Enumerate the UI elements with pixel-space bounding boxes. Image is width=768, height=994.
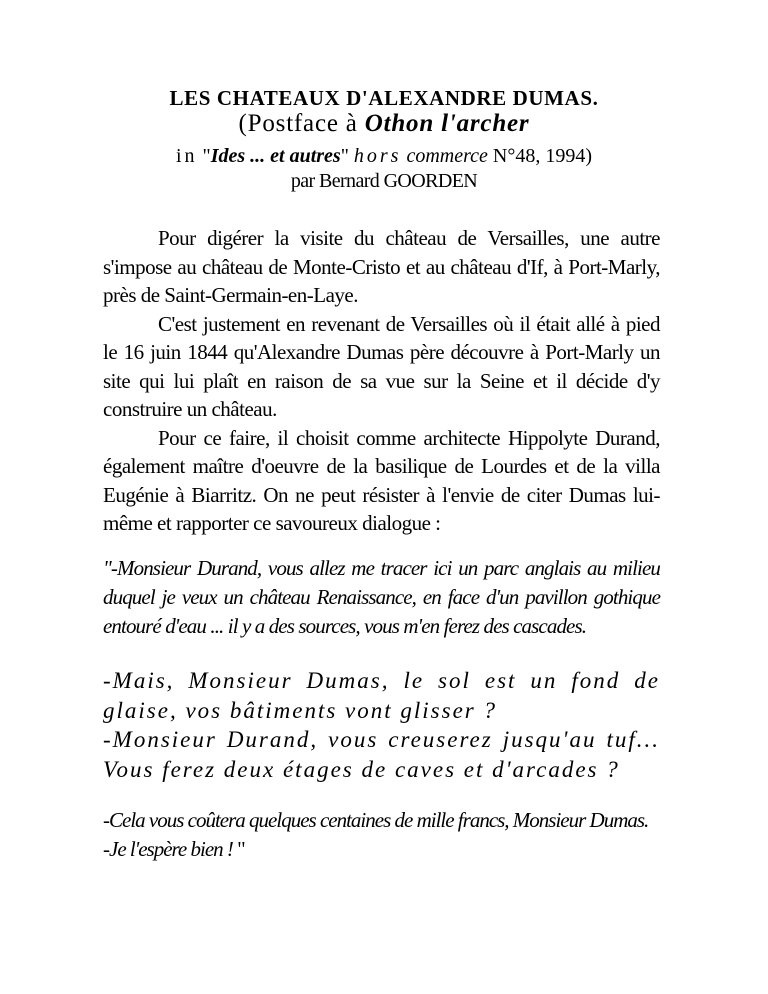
quote-open: " <box>197 145 211 167</box>
issue-number: N°48, 1994) <box>487 145 593 167</box>
byline: par Bernard GOORDEN <box>290 170 478 192</box>
dialogue-block-end <box>103 806 660 864</box>
commerce-word: commerce <box>401 145 488 167</box>
publication-title: Ides ... et autres <box>210 145 341 167</box>
dialogue-line-reply <box>103 835 660 864</box>
dialogue-line-dumas-objection: -Mais, Monsieur Dumas, le sol est un fond de glaise, vos bâtiments vont glisser ? <box>103 668 660 723</box>
document-subtitle <box>0 110 768 138</box>
paragraph: Pour ce faire, il choisit comme architecte Hippolyte Durand, également maître d'oeuvre de la basilique de Lourdes et de la villa Eugénie à Biarritz. On ne peut résister à l'envie de citer Dumas lui-même et rapporter ce savoureux dialogue : <box>103 425 660 535</box>
publication-line <box>0 145 768 168</box>
dialogue-closing-quote: " <box>232 837 245 861</box>
hors-word: hors <box>353 145 402 167</box>
in-word: in <box>175 145 198 167</box>
paragraph: Pour digérer la visite du château de Versailles, une autre s'impose au château de Monte-Cristo et au château d'If, à Port-Marly, près de Saint-Germain-en-Laye. <box>103 226 660 307</box>
dialogue-text: -Je l'espère bien ! <box>103 837 233 861</box>
quote-close: " <box>340 145 354 167</box>
dialogue-line-cost: -Cela vous coûtera quelques centaines de mille francs, Monsieur Dumas. <box>103 808 649 832</box>
subtitle-work-title: Othon l'archer <box>364 110 530 137</box>
dialogue-text: -Monsieur Durand, vous allez me tracer ici un parc anglais au milieu duquel je veux un château Renaissance, en face d'un pavillon gothique entouré d'eau ... il y a des sources, vous m'en ferez des cascades. <box>103 556 660 638</box>
dialogue-opening-quote: " <box>103 556 111 580</box>
dialogue-line-durand-1 <box>103 554 660 641</box>
body-text <box>103 224 660 538</box>
dialogue-block-spaced <box>103 666 660 784</box>
dialogue-line-durand-2: -Monsieur Durand, vous creuserez jusqu'au tuf... Vous ferez deux étages de caves et d'arcades ? <box>103 727 660 782</box>
paragraph: C'est justement en revenant de Versailles où il était allé à pied le 16 juin 1844 qu'Alexandre Dumas père découvre à Port-Marly un site qui lui plaît en raison de sa vue sur la Seine et il décide d'y construire un château. <box>103 311 660 421</box>
document-title: LES CHATEAUX D'ALEXANDRE DUMAS. <box>169 86 599 110</box>
subtitle-prefix: (Postface à <box>238 110 365 137</box>
